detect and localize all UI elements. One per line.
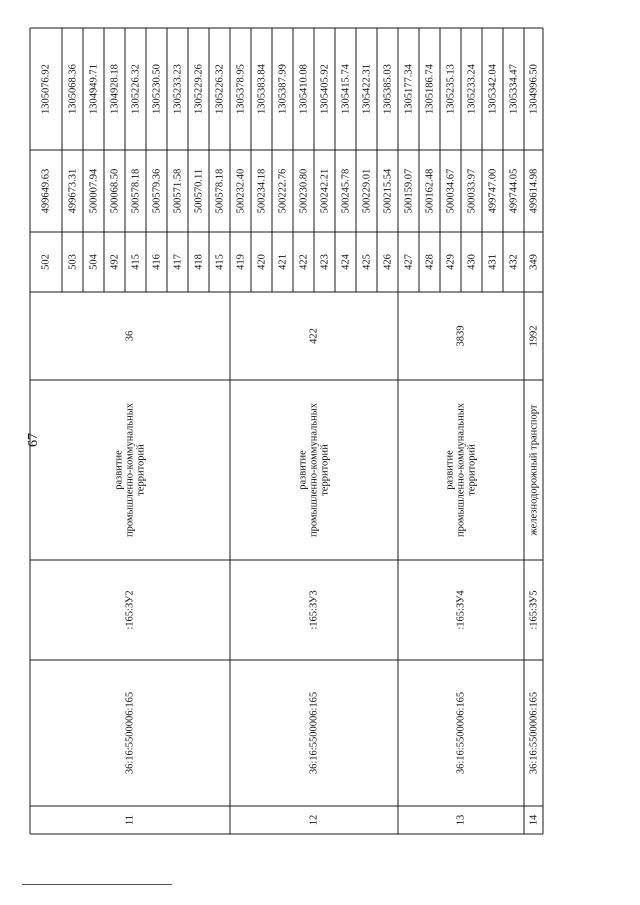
area-cell: 3839 — [455, 325, 467, 347]
cadastral-number-cell: 36:16:5500006:165 — [124, 691, 136, 775]
row-number-cell: 14 — [528, 814, 539, 826]
point-y-cell: 1305385.03 — [382, 64, 393, 114]
point-x-cell: 500578.18 — [214, 168, 225, 214]
point-y-cell: 1305076.92 — [40, 64, 52, 114]
point-x-cell: 499649.63 — [40, 168, 52, 214]
point-y-cell: 1304928.18 — [109, 64, 120, 114]
land-use-line: промышленно-коммунальных — [124, 402, 136, 538]
land-use-line: территорий — [319, 444, 331, 496]
point-x-cell: 500159.07 — [403, 168, 414, 214]
row-number-cell: 13 — [455, 814, 467, 826]
point-x-cell: 500570.11 — [193, 168, 204, 214]
land-use-line: развитие — [297, 450, 309, 490]
land-use-line: территорий — [135, 444, 147, 496]
point-n-cell: 430 — [466, 254, 477, 270]
point-x-cell: 500579.36 — [151, 168, 162, 214]
area-cell: 36 — [124, 330, 136, 342]
land-use-cell — [445, 385, 478, 555]
land-use-cell — [114, 385, 147, 555]
point-n-cell: 503 — [67, 254, 78, 270]
land-use-line: промышленно-коммунальных — [308, 402, 320, 538]
plot-id-cell: :165:ЗУ2 — [124, 590, 136, 630]
cadastral-number-cell: 36:16:5500006:165 — [528, 691, 539, 775]
point-n-cell: 432 — [508, 254, 519, 270]
point-x-cell: 500222.76 — [277, 168, 288, 214]
point-x-cell: 499744.05 — [508, 168, 519, 214]
land-use-line: промышленно-коммунальных — [455, 402, 467, 538]
point-n-cell: 504 — [88, 254, 99, 270]
row-number-cell: 12 — [308, 814, 320, 826]
point-n-cell: 421 — [277, 254, 288, 270]
point-y-cell: 1305383.84 — [256, 64, 267, 114]
point-n-cell: 492 — [109, 254, 120, 270]
point-n-cell: 416 — [151, 254, 162, 270]
point-y-cell: 1305334.47 — [508, 64, 519, 114]
land-use-line: развитие — [113, 450, 125, 490]
point-x-cell: 500234.18 — [256, 168, 267, 214]
point-y-cell: 1305229.26 — [193, 64, 204, 114]
row-number-cell: 11 — [124, 814, 136, 826]
point-x-cell: 500242.21 — [319, 168, 330, 214]
point-x-cell: 500033.97 — [466, 168, 477, 214]
point-x-cell: 500068.50 — [109, 168, 120, 214]
point-x-cell: 500571.58 — [172, 168, 183, 214]
land-use-cell — [528, 385, 539, 555]
point-x-cell: 500229.01 — [361, 168, 372, 214]
point-n-cell: 502 — [40, 254, 52, 270]
land-use-cell — [298, 385, 331, 555]
point-x-cell: 500034.67 — [445, 168, 456, 214]
point-x-cell: 500245.78 — [340, 168, 351, 214]
point-x-cell: 499614.98 — [528, 168, 539, 214]
point-n-cell: 422 — [298, 254, 309, 270]
point-n-cell: 429 — [445, 254, 456, 270]
point-y-cell: 1305226.32 — [130, 64, 141, 114]
point-x-cell: 500230.80 — [298, 168, 309, 214]
point-x-cell: 500232.40 — [235, 168, 246, 214]
point-x-cell: 499747.00 — [487, 168, 498, 214]
point-y-cell: 1305405.92 — [319, 64, 330, 114]
point-y-cell: 1305422.31 — [361, 64, 372, 114]
point-x-cell: 499673.31 — [67, 168, 78, 214]
plot-id-cell: :165:ЗУ4 — [455, 590, 467, 630]
plot-id-cell: :165:ЗУ5 — [528, 590, 539, 630]
plot-id-cell: :165:ЗУ3 — [308, 590, 320, 630]
point-n-cell: 425 — [361, 254, 372, 270]
point-n-cell: 426 — [382, 254, 393, 270]
point-y-cell: 1305230.50 — [151, 64, 162, 114]
point-n-cell: 420 — [256, 254, 267, 270]
footer-rule — [22, 884, 172, 885]
point-n-cell: 428 — [424, 254, 435, 270]
point-y-cell: 1305233.23 — [172, 64, 183, 114]
point-y-cell: 1305378.95 — [235, 64, 246, 114]
point-n-cell: 417 — [172, 254, 183, 270]
point-n-cell: 415 — [214, 254, 225, 270]
cadastral-number-cell: 36:16:5500006:165 — [308, 691, 320, 775]
point-n-cell: 423 — [319, 254, 330, 270]
point-y-cell: 1305068.36 — [67, 64, 78, 114]
point-n-cell: 349 — [528, 254, 539, 270]
land-use-line: территорий — [466, 444, 478, 496]
point-y-cell: 1304996.50 — [528, 64, 539, 114]
land-use-line: железнодорожный транспорт — [528, 404, 539, 536]
cadastral-number-cell: 36:16:5500006:165 — [455, 691, 467, 775]
point-n-cell: 431 — [487, 254, 498, 270]
point-n-cell: 424 — [340, 254, 351, 270]
point-y-cell: 1305226.32 — [214, 64, 225, 114]
point-y-cell: 1305387.99 — [277, 64, 288, 114]
point-x-cell: 500007.94 — [88, 168, 99, 214]
area-cell: 1992 — [528, 325, 539, 347]
point-n-cell: 415 — [130, 254, 141, 270]
page-number: 67 — [26, 433, 41, 447]
point-y-cell: 1305235.13 — [445, 64, 456, 114]
point-n-cell: 427 — [403, 254, 414, 270]
land-use-line: развитие — [444, 450, 456, 490]
point-x-cell: 500162.48 — [424, 168, 435, 214]
point-n-cell: 419 — [235, 254, 246, 270]
point-y-cell: 1305233.24 — [466, 64, 477, 114]
point-y-cell: 1305342.04 — [487, 64, 498, 114]
point-x-cell: 500215.54 — [382, 168, 393, 214]
point-y-cell: 1305177.34 — [403, 64, 414, 114]
point-n-cell: 418 — [193, 254, 204, 270]
point-y-cell: 1304949.71 — [88, 64, 99, 114]
area-cell: 422 — [308, 328, 320, 344]
point-y-cell: 1305415.74 — [340, 64, 351, 114]
point-y-cell: 1305186.74 — [424, 64, 435, 114]
point-y-cell: 1305410.08 — [298, 64, 309, 114]
point-x-cell: 500578.18 — [130, 168, 141, 214]
